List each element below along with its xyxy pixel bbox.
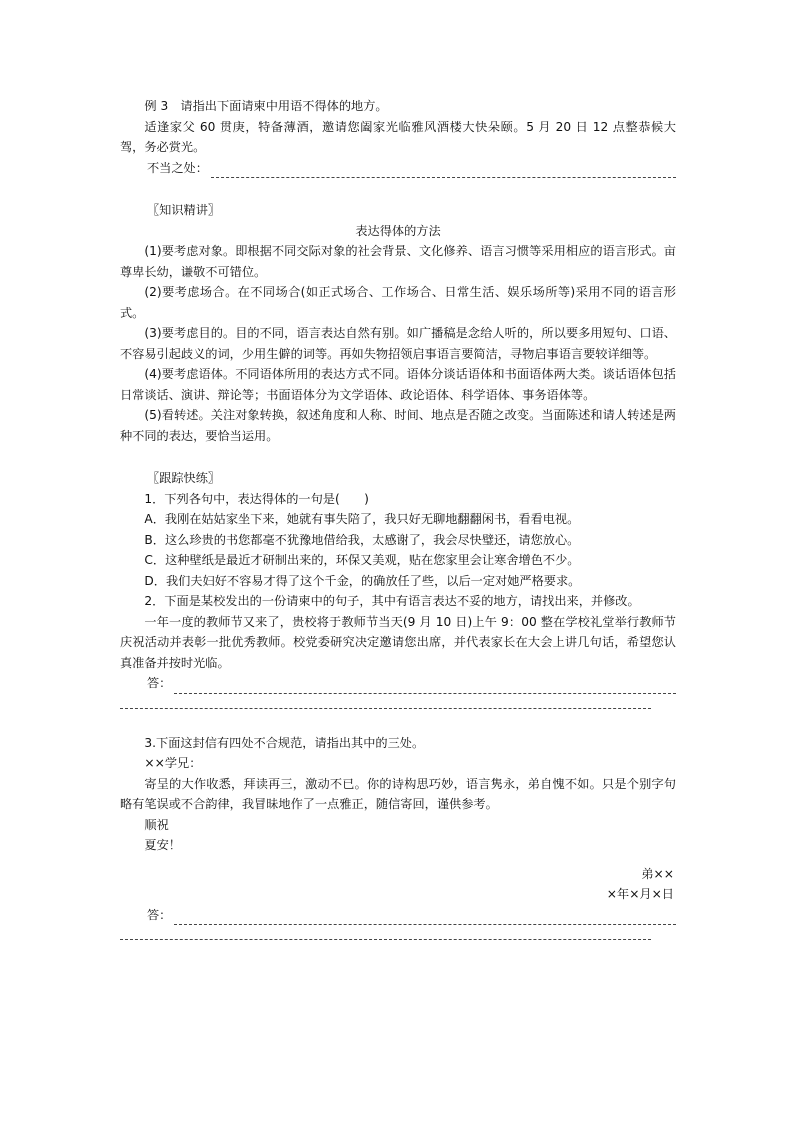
letter-salutation: ××学兄： — [144, 756, 202, 770]
question-1-option-a: A．我刚在姑姑家坐下来，她就有事失陪了，我只好无聊地翻翻闲书，看看电视。 — [144, 512, 580, 526]
letter-signature: 弟×× — [641, 866, 674, 881]
answer-blank-line — [120, 694, 651, 709]
question-1-option-b: B．这么珍贵的书您都毫不犹豫地借给我，太感谢了，我会尽快璧还，请您放心。 — [144, 532, 580, 547]
letter-closing-wish: 夏安！ — [144, 838, 181, 852]
practice-section-title: 〖跟踪快练〗 — [147, 471, 221, 485]
question-3-stem: 3.下面这封信有四处不合规范，请指出其中的三处。 — [144, 735, 425, 750]
answer-label: 答： — [147, 907, 172, 922]
knowledge-point: (2)要考虑场合。在不同场合(如正式场合、工作场合、日常生活、娱乐场所等)采用不同的语言形式。 — [120, 285, 676, 320]
question-1-option-c: C．这种壁纸是最近才研制出来的，环保又美观，贴在您家里会让寒舍增色不少。 — [144, 553, 580, 567]
letter-body: 寄呈的大作收悉，拜读再三，激动不已。你的诗构思巧妙，语言隽永，弟自愧不如。只是个别字句略有笔误或不合韵律，我冒昧地作了一点雅正，随信寄回，谨供参考。 — [120, 776, 676, 811]
knowledge-section-title: 〖知识精讲〗 — [147, 203, 221, 217]
knowledge-point: (4)要考虑语体。不同语体所用的表达方式不同。语体分谈话语体和书面语体两大类。谈话语体包括日常谈话、演讲、辩论等；书面语体分为文学语体、政论语体、科学语体、事务语体等。 — [120, 367, 676, 402]
answer-blank-line — [174, 681, 676, 694]
letter-date: ×年×月×日 — [606, 887, 674, 901]
answer-blank-line — [211, 165, 676, 178]
answer-blank-line — [174, 912, 676, 925]
knowledge-point: (3)要考虑目的。目的不同，语言表达自然有别。如广播稿是念给人听的，所以要多用短句、口语、不容易引起歧义的词，少用生僻的词等。再如失物招领启事语言要简洁，寻物启事语言要较详细等。 — [120, 326, 676, 361]
letter-closing: 顺祝 — [144, 817, 169, 832]
knowledge-point: (5)看转述。关注对象转换，叙述角度和人称、时间、地点是否随之改变。当面陈述和请人转述是两种不同的表达，要恰当运用。 — [120, 408, 676, 443]
answer-blank-line — [120, 925, 651, 940]
question-3-answer-row — [120, 905, 676, 926]
example3-invitation-text: 适逢家父 60 贯庚，特备薄酒，邀请您阖家光临雅风酒楼大快朵颐。5 月 20 日 12 点整恭候大驾，务必赏光。 — [120, 119, 676, 154]
knowledge-point: (1)要考虑对象。即根据不同交际对象的社会背景、文化修养、语言习惯等采用相应的语言形式。亩尊卑长幼，谦敬不可错位。 — [120, 244, 676, 279]
example3-title: 例 3 请指出下面请柬中用语不得体的地方。 — [144, 99, 388, 113]
question-1-option-d: D．我们夫妇好不容易才得了这个千金，的确放任了些，以后一定对她严格要求。 — [144, 573, 581, 588]
question-2-stem: 2．下面是某校发出的一份请柬中的句子，其中有语言表达不妥的地方，请找出来，并修改。 — [144, 594, 640, 608]
document-page — [120, 96, 676, 944]
knowledge-heading: 表达得体的方法 — [355, 223, 441, 238]
question-1-stem: 1．下列各句中，表达得体的一句是( ) — [144, 491, 369, 506]
question-2-text: 一年一度的教师节又来了，贵校将于教师节当天(9 月 10 日)上午 9：00 整在学校礼堂举行教师节庆祝活动并表彰一批优秀教师。校党委研究决定邀请您出席，并代表家长在大会上讲几句话，希望您认真准备并按时光临。 — [120, 614, 676, 670]
improper-label: 不当之处： — [147, 160, 208, 175]
improper-answer-row — [120, 158, 676, 179]
question-2-answer-row — [120, 673, 676, 694]
answer-label: 答： — [147, 676, 172, 690]
